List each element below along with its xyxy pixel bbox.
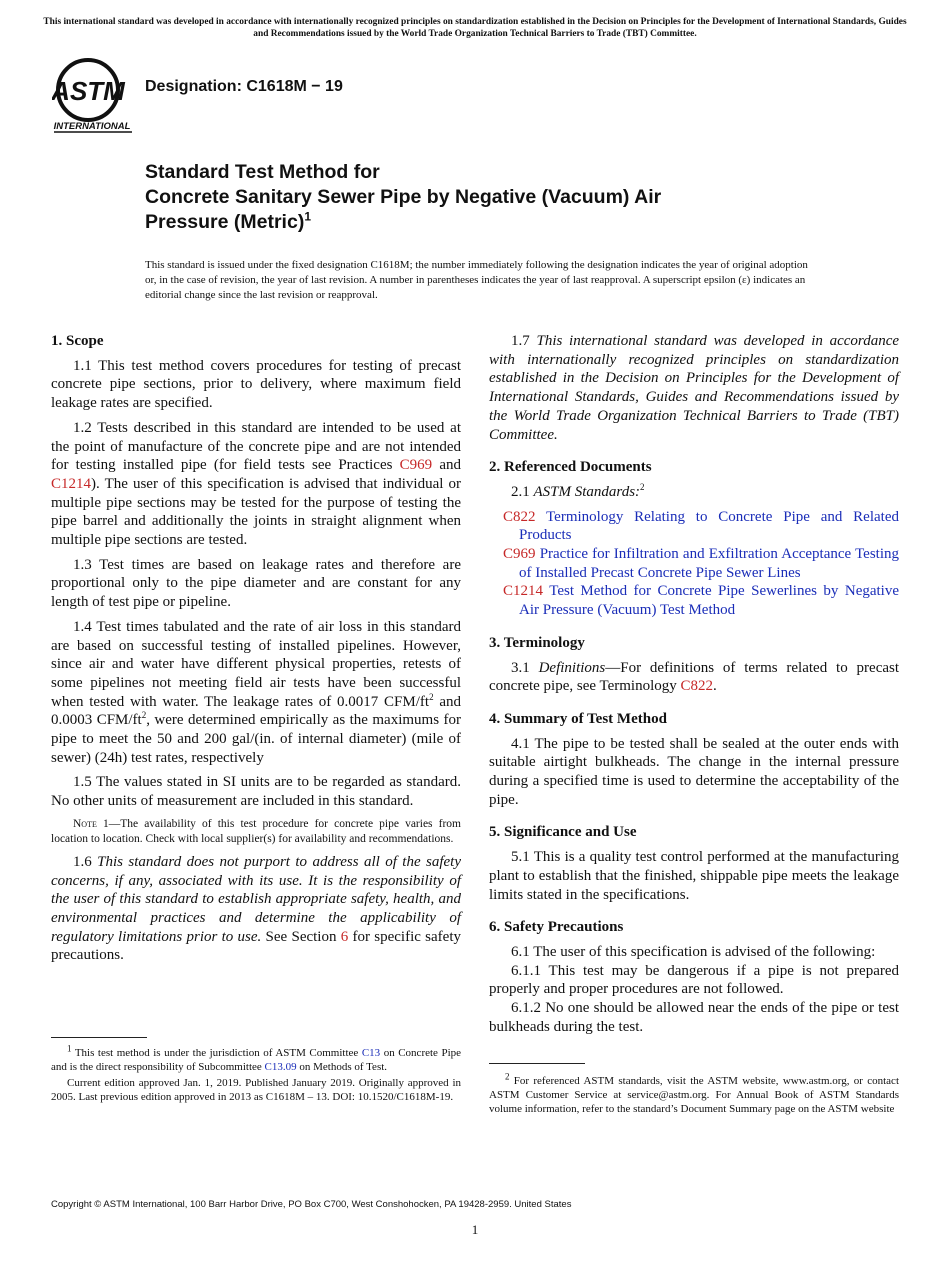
right-column <box>489 332 899 1037</box>
footnote-1: $^1$ This test method is under the jurisdiction of ASTM Committee C13 on Concrete Pipe and is the direct responsibility of Subcommittee C13.09 on Methods of Test. <box>51 1043 462 1073</box>
svg-text:INTERNATIONAL: INTERNATIONAL <box>53 121 131 132</box>
para-3-1: 3.1 Definitions—For definitions of terms related to precast concrete pipe, see Terminology C822. <box>489 659 900 695</box>
para-6-1-1: 6.1.1 This test may be dangerous if a pipe is not prepared properly and proper procedures are not followed. <box>489 962 899 998</box>
astm-logo <box>52 56 136 136</box>
ref-c969[interactable]: C969 Practice for Infiltration and Exfiltration Acceptance Testing of Installed Precast Concrete Pipe Sewer Lines <box>503 546 900 581</box>
footnote-rule-right <box>489 1063 585 1064</box>
ref-c822[interactable]: C822 Terminology Relating to Concrete Pipe and Related Products <box>503 508 899 544</box>
title-line-3: Pressure (Metric) <box>145 211 305 233</box>
section-heading-scope: 1. Scope <box>51 333 104 349</box>
page-number: 1 <box>471 1222 479 1237</box>
para-1-3: 1.3 Test times are based on leakage rates and therefore are proportional only to the pipe diameter and are constant for any length of test pipe or pipeline. <box>51 556 461 611</box>
para-1-4: 1.4 Test times tabulated and the rate of air loss in this standard are based on successful testing of installed pipelines. However, since air and water have different physical properties, retests of some pipelines not meeting field air tests have been successful when tested with water. The leakage rates of 0.0017 CFM/$ft^2$ and 0.0003 CFM/$ft^2$, were determined empirically as the maximums for pipe to meet the 50 and 200 gal/(in. of internal diameter) (mile of sewer) (24h) test rates, respectively <box>51 618 461 766</box>
footnote-1-edition: Current edition approved Jan. 1, 2019. Published January 2019. Originally approved in 2005. Last previous edition approved in 2013 as C1618M – 13. DOI: 10.1520/C1618M-19. <box>51 1077 461 1103</box>
link-c1214[interactable]: C1214 <box>51 475 92 492</box>
para-6-1: 6.1 The user of this specification is advised of the following: <box>511 943 876 960</box>
footnote-2: $^2$ For referenced ASTM standards, visit the ASTM website, www.astm.org, or contact ASTM Customer Service at service@astm.org. For Annual Book of ASTM Standards volume information, refer to the standard’s Document Summary page on the ASTM website <box>489 1071 899 1115</box>
para-1-1: 1.1 This test method covers procedures for testing of precast concrete pipe sections, prior to delivery, where maximum field leakage rates are specified. <box>51 357 461 412</box>
section-heading-safety: 6. Safety Precautions <box>489 919 624 936</box>
link-c822[interactable]: C822 <box>680 678 714 695</box>
section-heading-referenced: 2. Referenced Documents <box>489 459 652 476</box>
ref-c1214[interactable]: C1214 Test Method for Concrete Pipe Sewerlines by Negative Air Pressure (Vacuum) Test Method <box>503 583 900 619</box>
section-heading-summary: 4. Summary of Test Method <box>489 710 667 727</box>
document-title <box>145 160 845 235</box>
link-c13[interactable]: C13 <box>361 1047 381 1059</box>
left-column <box>51 332 461 971</box>
footnotes-left <box>51 1043 462 1106</box>
link-section-6[interactable]: 6 <box>340 928 349 945</box>
para-5-1: 5.1 This is a quality test control performed at the manufacturing plant to establish that the finished, shippable pipe meets the leakage limits stated in the specifications. <box>489 849 899 903</box>
section-heading-significance: 5. Significance and Use <box>489 824 637 841</box>
link-c969[interactable]: C969 <box>399 457 433 474</box>
title-footnote-mark: 1 <box>304 209 312 224</box>
copyright: Copyright © ASTM International, 100 Barr Harbor Drive, PO Box C700, West Conshohocken, PA 19428-2959. United States <box>51 1199 572 1210</box>
para-2-1: 2.1 ASTM Standards:$^2$ <box>511 481 645 500</box>
footnotes-right <box>489 1071 899 1118</box>
tbt-notice: This international standard was developed in accordance with internationally recognized principles on standardization established in the Decision on Principles for the Development of International Standards, Guides and Recommendations issued by the World Trade Organization Technical Barriers to Trade (TBT) Committee. <box>43 17 907 39</box>
svg-text:ASTM: ASTM <box>52 76 125 106</box>
link-c13-09[interactable]: C13.09 <box>264 1061 297 1073</box>
designation: Designation: C1618M − 19 <box>145 78 343 95</box>
para-1-5: 1.5 The values stated in SI units are to be regarded as standard. No other units of measurement are included in this standard. <box>51 774 461 810</box>
para-4-1: 4.1 The pipe to be tested shall be sealed at the outer ends with suitable airtight bulkheads. The change in the internal pressure during a specified time is used to determine the acceptability of the pipe. <box>489 735 899 808</box>
para-1-2: 1.2 Tests described in this standard are intended to be used at the point of manufacture of the concrete pipe and are not intended for testing installed pipe (for field tests see Practices C969 and C1214). The user of this specification is advised that individual or multiple pipe sections may be tested for the purpose of testing the pipe barrel and additionally the joints in straight alignment when multiple pipe sections are tested. <box>51 419 461 549</box>
para-1-6: 1.6 This standard does not purport to address all of the safety concerns, if any, associated with its use. It is the responsibility of the user of this standard to establish appropriate safety, health, and environmental practices and determine the applicability of regulatory limitations prior to use. See Section 6 for specific safety precautions. <box>51 853 462 964</box>
note-1: Note 1—The availability of this test procedure for concrete pipe varies from location to location. Check with local supplier(s) for availability and recommendations. <box>51 817 461 845</box>
section-heading-terminology: 3. Terminology <box>489 634 585 651</box>
title-line-2: Concrete Sanitary Sewer Pipe by Negative (Vacuum) Air <box>145 186 662 208</box>
para-6-1-2: 6.1.2 No one should be allowed near the ends of the pipe or test bulkheads during the test. <box>489 1000 899 1035</box>
issued-note: This standard is issued under the fixed designation C1618M; the number immediately following the designation indicates the year of original adoption or, in the case of revision, the year of last revision. A number in parentheses indicates the year of last reapproval. A superscript epsilon (ε) indicates an editorial change since the last revision or reapproval. <box>145 259 808 301</box>
title-line-1: Standard Test Method for <box>145 161 380 183</box>
para-1-7: 1.7 This international standard was developed in accordance with internationally recognized principles on standardization established in the Decision on Principles for the Development of International Standards, Guides and Recommendations issued by the World Trade Organization Technical Barriers to Trade (TBT) Committee. <box>489 333 900 443</box>
footnote-rule-left <box>51 1037 147 1038</box>
